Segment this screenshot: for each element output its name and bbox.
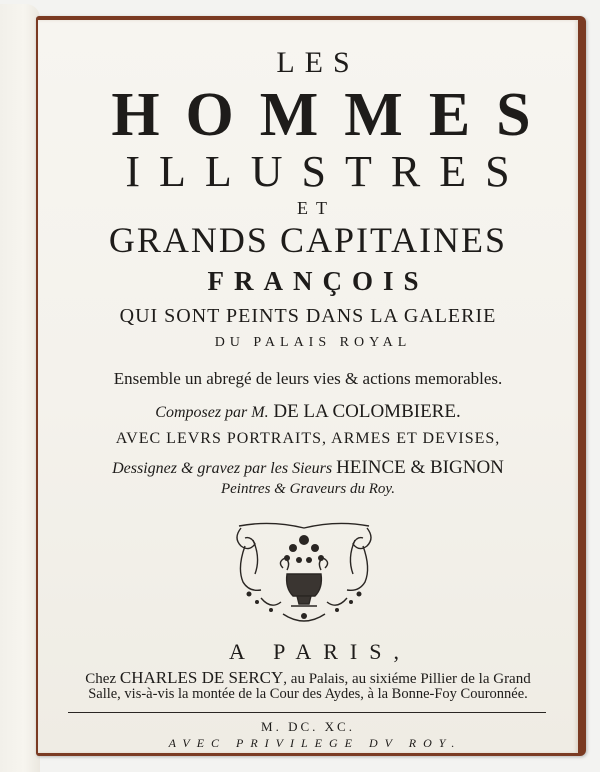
author-prefix: Composez par M. xyxy=(155,404,269,421)
title-hommes: HOMMES xyxy=(111,81,557,149)
imprint-chez: Chez xyxy=(85,671,120,687)
title-illustres: ILLUSTRES xyxy=(125,147,529,196)
engravers-prefix: Dessignez & gravez par les Sieurs xyxy=(112,460,337,477)
imprint-privilege: AVEC PRIVILEGE DV ROY. xyxy=(168,736,462,750)
author-line xyxy=(38,401,578,423)
subtitle-galerie: QUI SONT PEINTS DANS LA GALERIE xyxy=(119,305,497,327)
portraits-line: AVEC LEVRS PORTRAITS, ARMES ET DEVISES, xyxy=(115,430,501,447)
author-name: DE LA COLOMBIERE. xyxy=(268,401,461,422)
subtitle-ensemble: Ensemble un abregé de leurs vies & actions memorables. xyxy=(113,369,503,388)
vase-ornament-icon xyxy=(231,518,377,630)
subtitle-palais-royal: DU PALAIS ROYAL xyxy=(214,335,412,350)
title-page xyxy=(38,20,578,753)
title-et: ET xyxy=(297,198,335,218)
title-grands-capitaines: GRANDS CAPITAINES xyxy=(108,220,508,260)
imprint-publisher-line xyxy=(38,668,578,688)
divider-rule xyxy=(68,712,546,713)
imprint-address-line: Salle, vis-à-vis la montée de la Cour des Aydes, à la Bonne-Foy Couronnée. xyxy=(88,686,528,702)
imprint-address: , au Palais, au sixiéme Pillier de la Grand xyxy=(283,671,531,687)
imprint-city: A PARIS, xyxy=(228,639,411,664)
engravers-line xyxy=(38,457,578,479)
imprint-date: M. DC. XC. xyxy=(261,719,355,734)
engravers-names: HEINCE & BIGNON xyxy=(336,457,504,478)
imprint-publisher: CHARLES DE SERCY xyxy=(119,668,284,687)
engravers-title: Peintres & Graveurs du Roy. xyxy=(220,481,395,497)
left-facing-page xyxy=(0,4,40,772)
title-francois: FRANÇOIS xyxy=(207,266,429,296)
title-les: LES xyxy=(276,46,360,79)
